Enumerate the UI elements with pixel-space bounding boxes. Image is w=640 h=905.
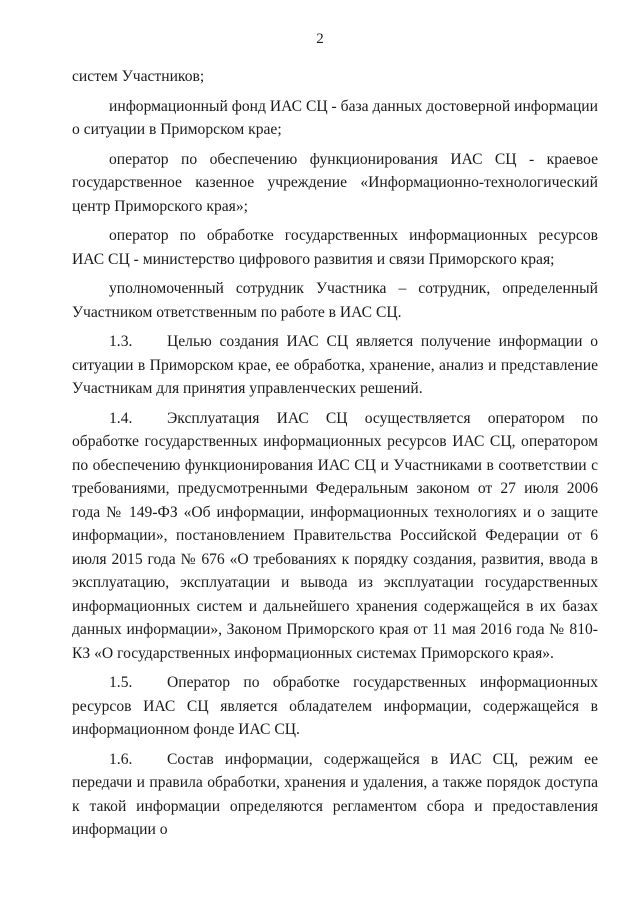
paragraph-continuation: систем Участников;: [72, 68, 205, 85]
document-body: [72, 65, 598, 848]
clause-1-4: [72, 407, 598, 666]
clause-number: 1.4.: [109, 409, 133, 427]
definition-info-fund: информационный фонд ИАС СЦ - база данных достоверной информации о ситуации в Приморском крае;: [72, 97, 598, 138]
clause-text: Состав информации, содержащейся в ИАС СЦ, режим ее передачи и правила обработки, хранения и удаления, а также порядок доступа к такой информации определяются регламентом сбора и предоставления информации о: [72, 750, 598, 838]
clause-number: 1.3.: [109, 333, 133, 350]
clause-1-5: [72, 671, 598, 742]
definition-operator-resources: оператор по обработке государственных информационных ресурсов ИАС СЦ - министерство цифрового развития и связи Приморского края;: [72, 227, 598, 268]
clause-number: 1.5.: [109, 674, 133, 691]
clause-1-3: [72, 330, 598, 401]
clause-text: Оператор по обработке государственных информационных ресурсов ИАС СЦ является обладателем информации, содержащейся в информационном фонде ИАС СЦ.: [72, 674, 598, 738]
definition-authorized-employee: уполномоченный сотрудник Участника – сотрудник, определенный Участником ответственным по работе в ИАС СЦ.: [72, 280, 598, 321]
clause-text: Целью создания ИАС СЦ является получение информации о ситуации в Приморском крае, ее обработка, хранение, анализ и представление Участникам для принятия управленческих решений.: [72, 333, 598, 397]
page-number: 2: [316, 31, 324, 47]
clause-1-6: [72, 748, 598, 842]
clause-number: 1.6.: [109, 750, 133, 768]
definition-operator-functioning: оператор по обеспечению функционирования ИАС СЦ - краевое государственное казенное учреждение «Информационно-технологический центр Приморского края»;: [72, 150, 598, 215]
clause-text: Эксплуатация ИАС СЦ осуществляется оператором по обработке государственных информационных ресурсов ИАС СЦ, оператором по обеспечению функционирования ИАС СЦ и Участниками в соответствии с требованиями, предусмотренными Федеральным законом от 27 июля 2006 года № 149-ФЗ «Об информации, информационных технологиях и о защите информации», постановлением Правительства Российской Федерации от 6 июля 2015 года № 676 «О требованиях к порядку создания, развития, ввода в эксплуатацию, эксплуатации и вывода из эксплуатации государственных информационных систем и дальнейшего хранения содержащейся в их базах данных информации», Законом Приморского края от 11 мая 2016 года № 810-КЗ «О государственных информационных системах Приморского края».: [72, 409, 598, 662]
